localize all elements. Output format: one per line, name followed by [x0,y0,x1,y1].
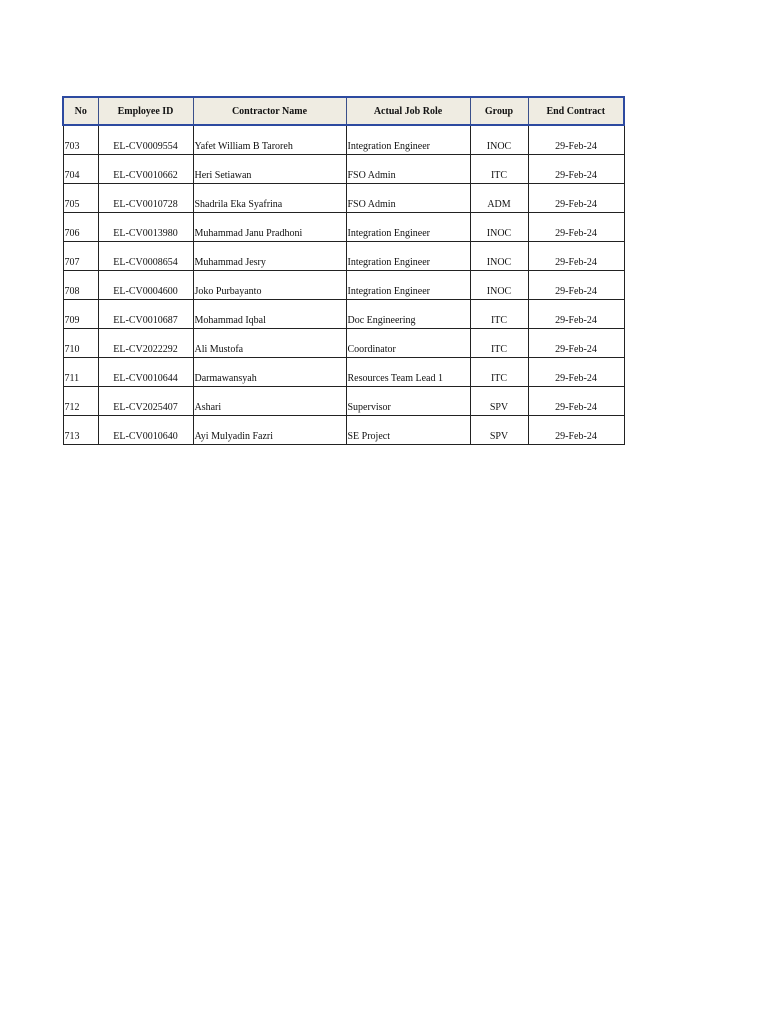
table-row [63,271,624,300]
table-row [63,184,624,213]
header-no: No [63,97,98,125]
cell-job-role: Integration Engineer [346,242,470,271]
cell-no: 703 [63,125,98,155]
cell-end-contract: 29-Feb-24 [528,155,624,184]
cell-employee-id: EL-CV0010662 [98,155,193,184]
cell-employee-id: EL-CV2025407 [98,387,193,416]
cell-group: ADM [470,184,528,213]
cell-end-contract: 29-Feb-24 [528,300,624,329]
cell-no: 710 [63,329,98,358]
cell-end-contract: 29-Feb-24 [528,242,624,271]
table-row [63,358,624,387]
cell-contractor-name: Shadrila Eka Syafrina [193,184,346,213]
cell-employee-id: EL-CV0010687 [98,300,193,329]
cell-group: SPV [470,387,528,416]
cell-group: ITC [470,329,528,358]
cell-no: 707 [63,242,98,271]
cell-no: 706 [63,213,98,242]
table-row [63,242,624,271]
cell-end-contract: 29-Feb-24 [528,271,624,300]
table-row [63,155,624,184]
contractor-sheet [62,96,625,445]
cell-job-role: Integration Engineer [346,125,470,155]
table-row [63,125,624,155]
cell-group: ITC [470,358,528,387]
header-end-contract: End Contract [528,97,624,125]
cell-group: INOC [470,125,528,155]
cell-employee-id: EL-CV2022292 [98,329,193,358]
cell-contractor-name: Ayi Mulyadin Fazri [193,416,346,445]
cell-employee-id: EL-CV0013980 [98,213,193,242]
cell-end-contract: 29-Feb-24 [528,184,624,213]
cell-employee-id: EL-CV0010644 [98,358,193,387]
header-contractor-name: Contractor Name [193,97,346,125]
cell-end-contract: 29-Feb-24 [528,416,624,445]
table-row [63,329,624,358]
cell-end-contract: 29-Feb-24 [528,387,624,416]
cell-job-role: Supervisor [346,387,470,416]
cell-no: 711 [63,358,98,387]
cell-employee-id: EL-CV0010640 [98,416,193,445]
header-actual-job-role: Actual Job Role [346,97,470,125]
cell-job-role: FSO Admin [346,155,470,184]
table-row [63,300,624,329]
cell-group: ITC [470,155,528,184]
cell-contractor-name: Yafet William B Taroreh [193,125,346,155]
cell-group: SPV [470,416,528,445]
cell-no: 708 [63,271,98,300]
table-row [63,416,624,445]
contractor-table [62,96,625,445]
header-employee-id: Employee ID [98,97,193,125]
cell-no: 709 [63,300,98,329]
cell-job-role: FSO Admin [346,184,470,213]
cell-employee-id: EL-CV0008654 [98,242,193,271]
cell-end-contract: 29-Feb-24 [528,213,624,242]
cell-group: INOC [470,242,528,271]
cell-job-role: Doc Engineering [346,300,470,329]
cell-no: 704 [63,155,98,184]
cell-contractor-name: Heri Setiawan [193,155,346,184]
cell-job-role: SE Project [346,416,470,445]
cell-group: INOC [470,213,528,242]
cell-group: ITC [470,300,528,329]
cell-no: 705 [63,184,98,213]
cell-contractor-name: Darmawansyah [193,358,346,387]
table-body [63,125,624,445]
cell-contractor-name: Ali Mustofa [193,329,346,358]
cell-group: INOC [470,271,528,300]
cell-no: 713 [63,416,98,445]
cell-employee-id: EL-CV0004600 [98,271,193,300]
cell-end-contract: 29-Feb-24 [528,358,624,387]
cell-contractor-name: Muhammad Janu Pradhoni [193,213,346,242]
cell-end-contract: 29-Feb-24 [528,329,624,358]
cell-job-role: Coordinator [346,329,470,358]
cell-job-role: Integration Engineer [346,271,470,300]
cell-end-contract: 29-Feb-24 [528,125,624,155]
cell-job-role: Integration Engineer [346,213,470,242]
cell-employee-id: EL-CV0010728 [98,184,193,213]
cell-contractor-name: Ashari [193,387,346,416]
cell-job-role: Resources Team Lead 1 [346,358,470,387]
table-header-row [63,97,624,125]
table-row [63,387,624,416]
cell-no: 712 [63,387,98,416]
header-group: Group [470,97,528,125]
cell-contractor-name: Joko Purbayanto [193,271,346,300]
cell-contractor-name: Mohammad Iqbal [193,300,346,329]
cell-employee-id: EL-CV0009554 [98,125,193,155]
cell-contractor-name: Muhammad Jesry [193,242,346,271]
table-row [63,213,624,242]
